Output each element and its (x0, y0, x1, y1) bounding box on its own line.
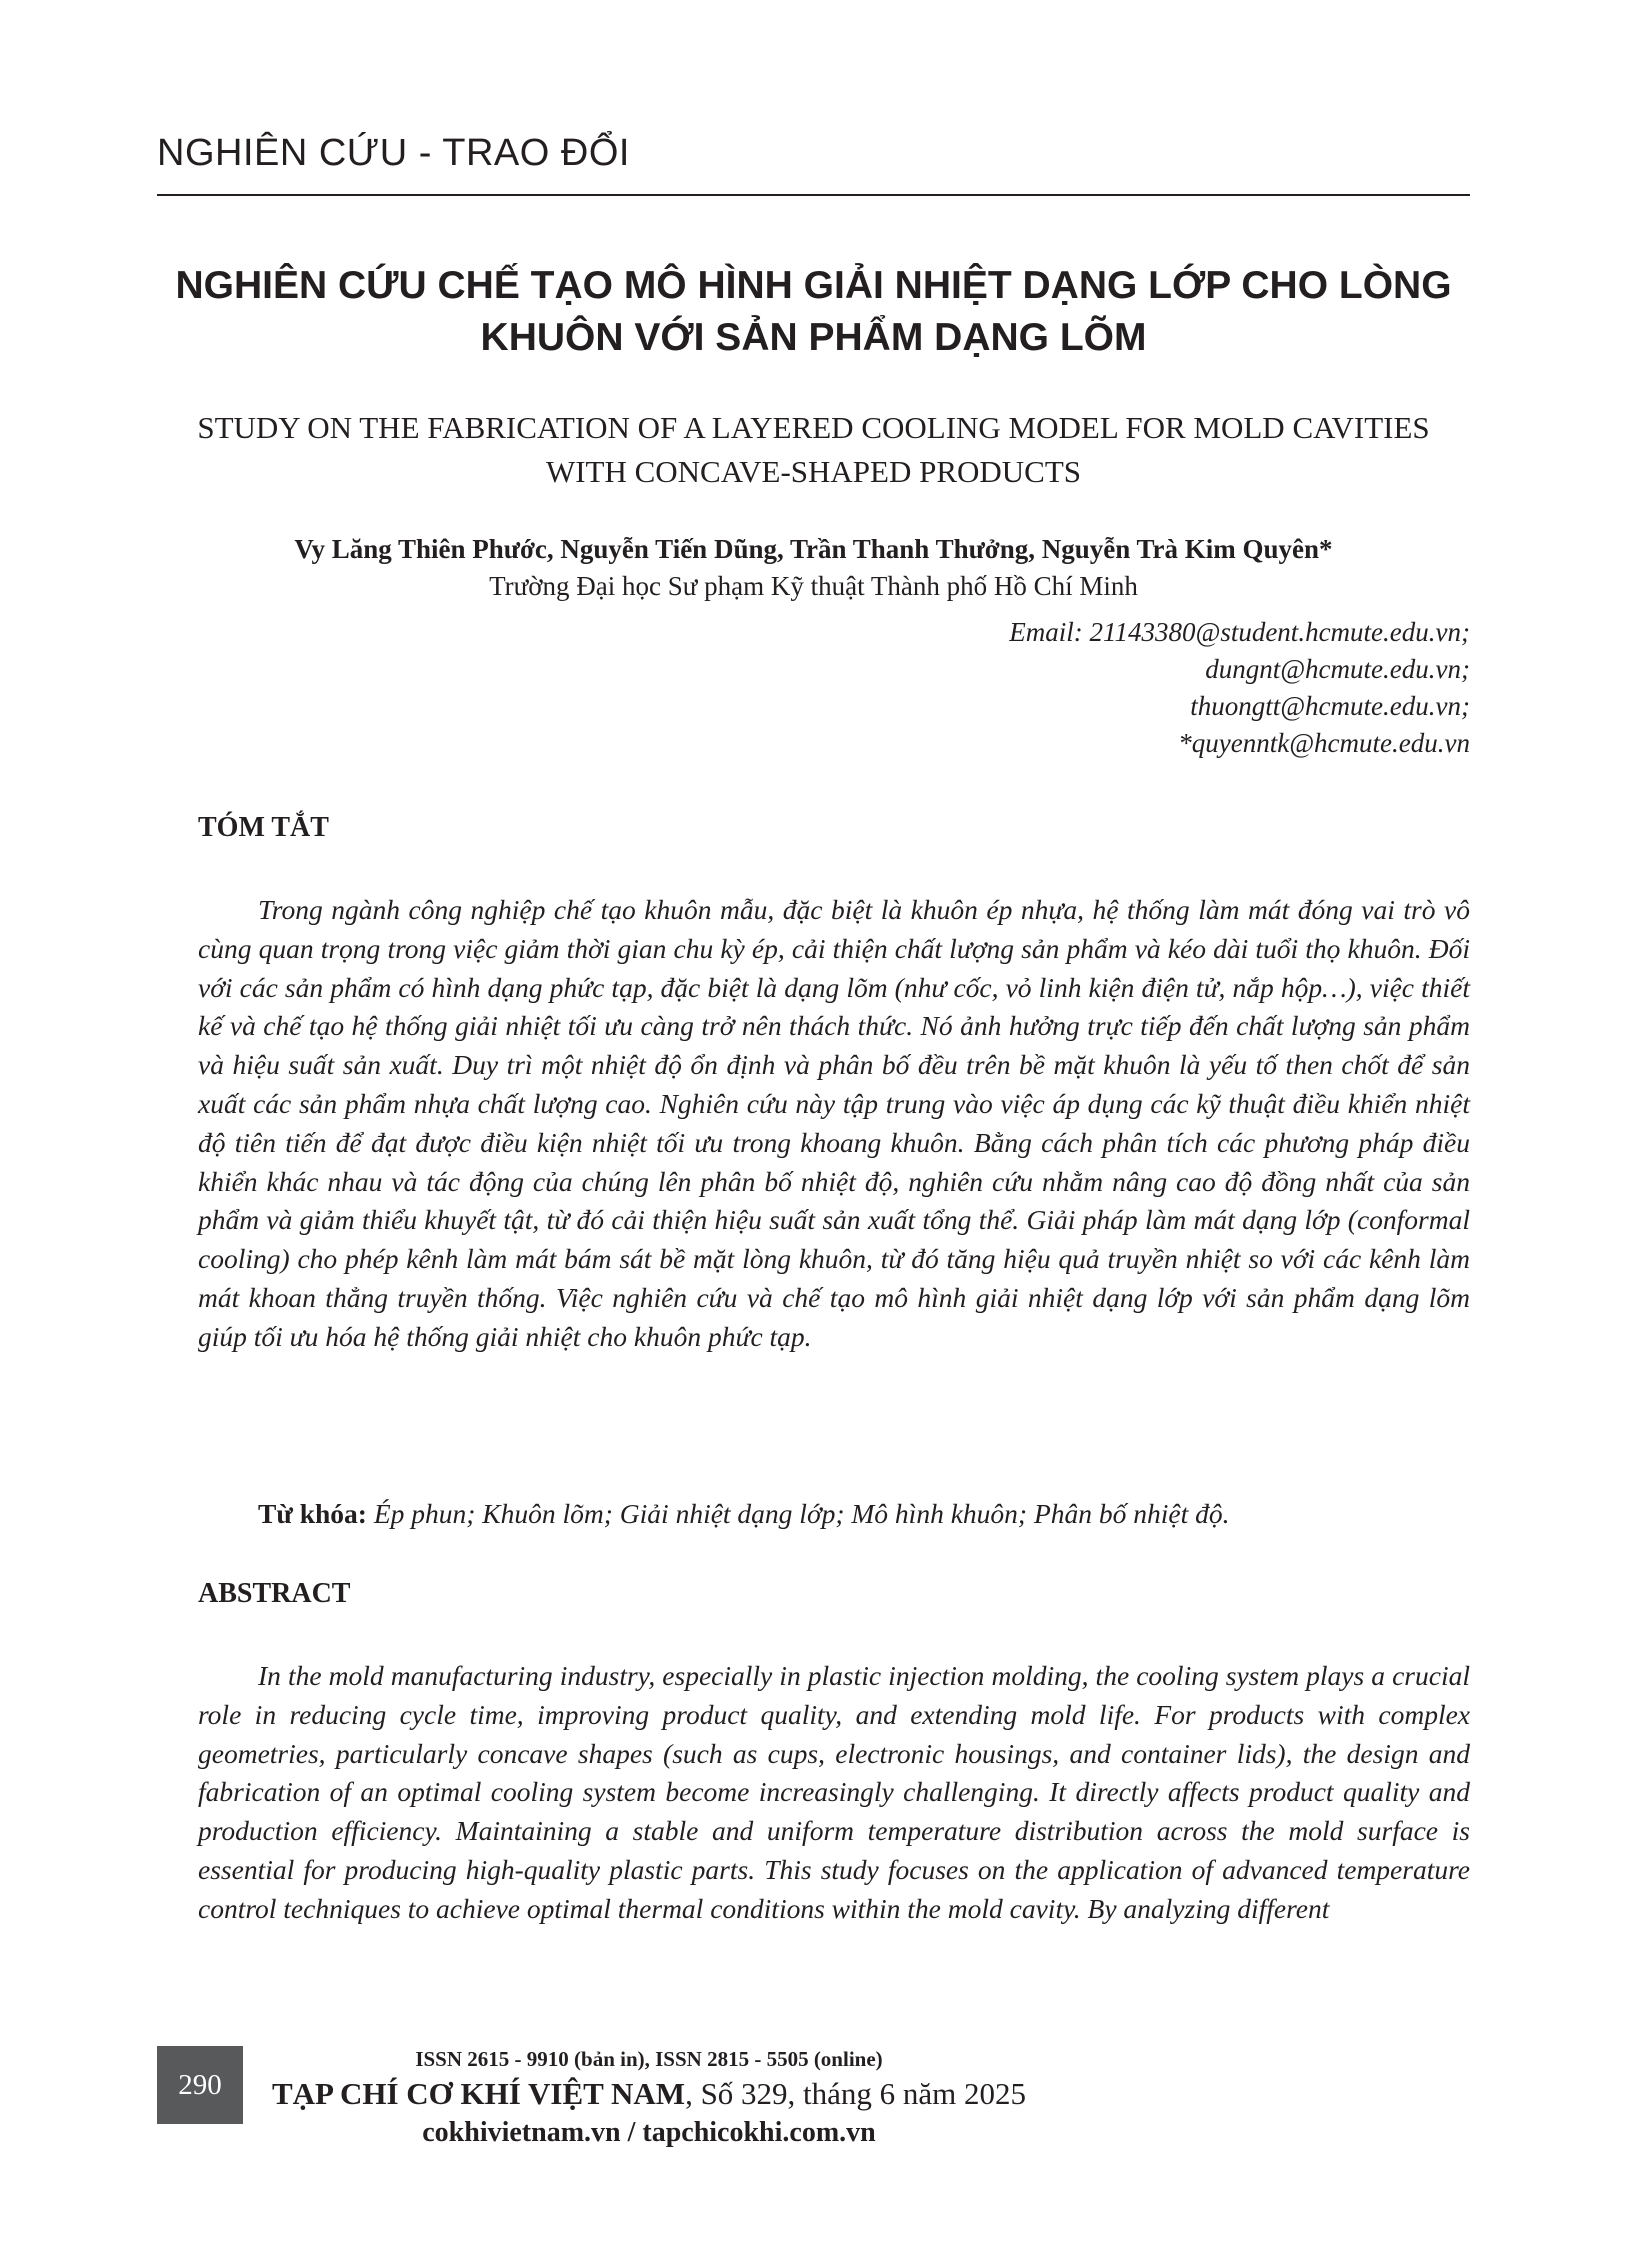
section-label: NGHIÊN CỨU - TRAO ĐỔI (157, 132, 630, 174)
title-english: STUDY ON THE FABRICATION OF A LAYERED COOLING MODEL FOR MOLD CAVITIES WITH CONCAVE-SHAPED PRODUCTS (197, 410, 1430, 489)
keywords (258, 1498, 1229, 1530)
abstract-vi-text: Trong ngành công nghiệp chế tạo khuôn mẫu, đặc biệt là khuôn ép nhựa, hệ thống làm mát đóng vai trò vô cùng quan trọng trong việc giảm thời gian chu kỳ ép, cải thiện chất lượng sản phẩm và kéo dài tuổi thọ khuôn. Đối với các sản phẩm có hình dạng phức tạp, đặc biệt là dạng lõm (như cốc, vỏ linh kiện điện tử, nắp hộp…), việc thiết kế và chế tạo hệ thống giải nhiệt tối ưu càng trở nên thách thức. Nó ảnh hưởng trực tiếp đến chất lượng sản phẩm và hiệu suất sản xuất. Duy trì một nhiệt độ ổn định và phân bố đều trên bề mặt khuôn là yếu tố then chốt để sản xuất các sản phẩm nhựa chất lượng cao. Nghiên cứu này tập trung vào việc áp dụng các kỹ thuật điều khiển nhiệt độ tiên tiến để đạt được điều kiện nhiệt tối ưu trong khoang khuôn. Bằng cách phân tích các phương pháp điều khiển khác nhau và tác động của chúng lên phân bố nhiệt độ, nghiên cứu nhằm nâng cao độ đồng nhất của sản phẩm và giảm thiểu khuyết tật, từ đó cải thiện hiệu suất sản xuất tổng thể. Giải pháp làm mát dạng lớp (conformal cooling) cho phép kênh làm mát bám sát bề mặt lòng khuôn, từ đó tăng hiệu quả truyền nhiệt so với các kênh làm mát khoan thẳng truyền thống. Việc nghiên cứu và chế tạo mô hình giải nhiệt dạng lớp với sản phẩm dạng lõm giúp tối ưu hóa hệ thống giải nhiệt cho khuôn phức tạp. (198, 894, 1470, 1352)
journal-name: TẠP CHÍ CƠ KHÍ VIỆT NAM (271, 2076, 686, 2111)
abstract-en-heading: ABSTRACT (198, 1578, 351, 1609)
email-list (1009, 614, 1470, 762)
author-list: Vy Lăng Thiên Phước, Nguyễn Tiến Dũng, Trần Thanh Thưởng, Nguyễn Trà Kim Quyên* (294, 534, 1333, 564)
footer-journal (240, 2074, 1058, 2114)
email-line: Email: 21143380@student.hcmute.edu.vn; (1009, 617, 1470, 647)
keywords-value: Ép phun; Khuôn lõm; Giải nhiệt dạng lớp; Mô hình khuôn; Phân bố nhiệt độ. (373, 1498, 1230, 1529)
footer (240, 2044, 1058, 2152)
title-vietnamese: NGHIÊN CỨU CHẾ TẠO MÔ HÌNH GIẢI NHIỆT DẠNG LỚP CHO LÒNG KHUÔN VỚI SẢN PHẨM DẠNG LÕM (175, 264, 1452, 359)
email-line: *quyenntk@hcmute.edu.vn (1178, 728, 1470, 758)
abstract-vi-heading: TÓM TẮT (198, 812, 329, 843)
keywords-label: Từ khóa: (258, 1498, 367, 1529)
email-line: thuongtt@hcmute.edu.vn; (1190, 691, 1470, 721)
footer-websites: cokhivietnam.vn / tapchicokhi.com.vn (422, 2117, 876, 2148)
page-number: 290 (157, 2046, 243, 2124)
header-divider (157, 194, 1470, 196)
abstract-en-text: In the mold manufacturing industry, especially in plastic injection molding, the cooling system plays a crucial role in reducing cycle time, improving product quality, and extending mold life. For products with complex geometries, particularly concave shapes (such as cups, electronic housings, and container lids), the design and fabrication of an optimal cooling system become increasingly challenging. It directly affects product quality and production efficiency. Maintaining a stable and uniform temperature distribution across the mold surface is essential for producing high-quality plastic parts. This study focuses on the application of advanced temperature control techniques to achieve optimal thermal conditions within the mold cavity. By analyzing different (198, 1660, 1470, 1924)
affiliation: Trường Đại học Sư phạm Kỹ thuật Thành phố Hồ Chí Minh (489, 571, 1138, 601)
email-line: dungnt@hcmute.edu.vn; (1205, 654, 1470, 684)
journal-issue: , Số 329, tháng 6 năm 2025 (685, 2076, 1027, 2111)
footer-issn: ISSN 2615 - 9910 (bản in), ISSN 2815 - 5505 (online) (415, 2047, 883, 2071)
